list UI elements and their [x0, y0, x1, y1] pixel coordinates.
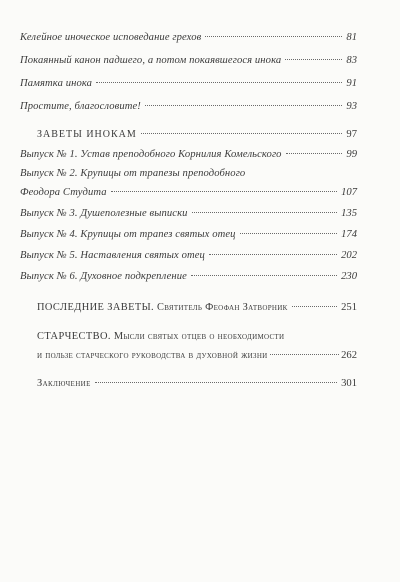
section-subtitle: Святитель Феофан Затворник — [157, 302, 288, 313]
dot-leader — [95, 382, 337, 383]
section-title-line2: и пользе старческого руководства в духовной жизни — [37, 350, 268, 361]
section-title — [37, 331, 284, 342]
toc-entry — [0, 149, 400, 165]
dot-leader — [191, 275, 337, 276]
toc-entry-page: 91 — [346, 78, 357, 89]
toc-entry-page: 83 — [346, 55, 357, 66]
toc-entry — [0, 250, 400, 266]
dot-leader — [286, 153, 343, 154]
toc-entry-page: 81 — [346, 32, 357, 43]
dot-leader — [209, 254, 337, 255]
toc-entry-title: Выпуск № 1. Устав преподобного Корнилия Комельского — [20, 149, 282, 160]
toc-entry — [0, 208, 400, 224]
dot-leader — [270, 354, 340, 355]
dot-leader — [192, 212, 338, 213]
dot-leader — [111, 191, 337, 192]
toc-entry — [0, 101, 400, 117]
section-title-caps: ПОСЛЕДНИЕ ЗАВЕТЫ. — [37, 302, 155, 313]
dot-leader — [240, 233, 338, 234]
toc-entry-title: Памятка инока — [20, 78, 93, 89]
dot-leader — [292, 306, 337, 307]
section-page: 97 — [346, 129, 357, 140]
section-title-caps: СТАРЧЕСТВО. — [37, 331, 111, 342]
dot-leader — [205, 36, 342, 37]
toc-entry — [0, 271, 400, 287]
toc-entry-title: Выпуск № 5. Наставления святых отец — [20, 250, 205, 261]
toc-entry-title: Выпуск № 3. Душеполезные выписки — [20, 208, 188, 219]
toc-entry-page: 107 — [341, 187, 357, 198]
toc-entry — [0, 187, 400, 203]
section-title: Заключение — [37, 378, 91, 389]
toc-entry-page: 230 — [341, 271, 357, 282]
toc-entry-title: Феодора Студита — [20, 187, 107, 198]
toc-entry-title: Простите, благословите! — [20, 101, 141, 112]
toc-entry-title: Покаянный канон падшего, а потом покаявшегося инока — [20, 55, 282, 66]
toc-entry — [0, 168, 400, 184]
toc-entry-title: Выпуск № 6. Духовное подкрепление — [20, 271, 187, 282]
toc-section-heading — [0, 302, 400, 318]
toc-entry — [0, 78, 400, 94]
toc-section-heading-cont — [0, 350, 400, 366]
toc-entry-page: 93 — [346, 101, 357, 112]
dot-leader — [285, 59, 342, 60]
toc-entry-page: 202 — [341, 250, 357, 261]
toc-entry-title: Выпуск № 4. Крупицы от трапез святых отец — [20, 229, 236, 240]
section-page: 251 — [341, 302, 357, 313]
toc-section-heading — [0, 378, 400, 394]
section-title — [37, 302, 288, 313]
toc-entry — [0, 229, 400, 245]
section-page: 301 — [341, 378, 357, 389]
toc-entry-page: 174 — [341, 229, 357, 240]
toc-entry-title: Выпуск № 2. Крупицы от трапезы преподобного — [20, 168, 246, 179]
section-title: ЗАВЕТЫ ИНОКАМ — [37, 129, 137, 140]
dot-leader — [141, 133, 343, 134]
toc-entry-title: Келейное иноческое исповедание грехов — [20, 32, 202, 43]
dot-leader — [96, 82, 342, 83]
toc-section-heading — [0, 129, 400, 145]
section-page: 262 — [341, 350, 357, 361]
toc-entry — [0, 32, 400, 48]
toc-entry-page: 99 — [346, 149, 357, 160]
toc-section-heading — [0, 331, 400, 347]
toc-entry-page: 135 — [341, 208, 357, 219]
dot-leader — [145, 105, 343, 106]
section-title-rest: Мысли святых отцев о необходимости — [113, 331, 285, 342]
toc-entry — [0, 55, 400, 71]
